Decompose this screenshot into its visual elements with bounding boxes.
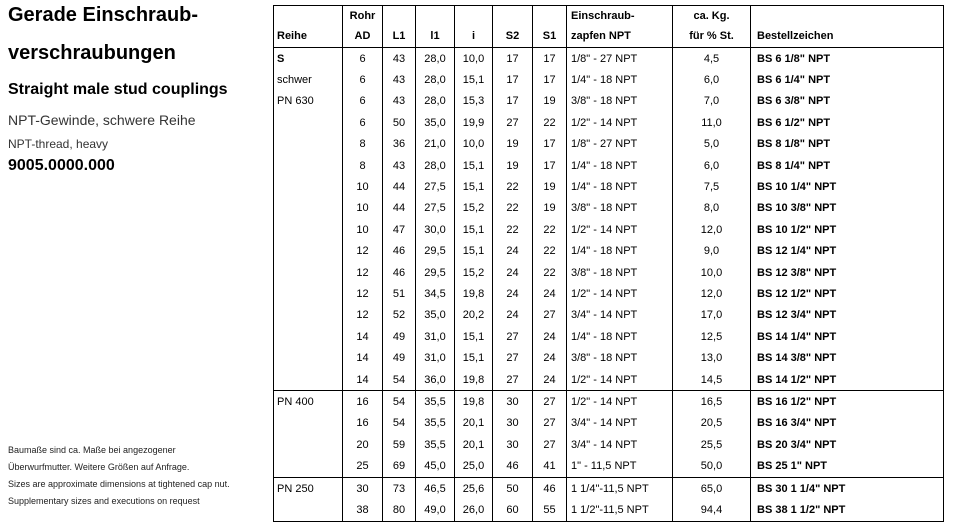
cell-thread: 1/8" - 27 NPT — [567, 134, 673, 155]
cell-order: BS 10 1/2" NPT — [751, 219, 944, 240]
cell-order: BS 12 1/2" NPT — [751, 283, 944, 304]
cell-ad: 8 — [343, 134, 383, 155]
table-row — [274, 305, 944, 326]
table-row — [274, 134, 944, 155]
cell-i: 19,8 — [455, 369, 493, 391]
header-cell-thread: zapfen NPT — [567, 25, 673, 48]
header-row-2 — [274, 25, 944, 48]
article-code: 9005.0000.000 — [8, 157, 115, 174]
cell-reihe — [274, 155, 343, 176]
cell-order: BS 25 1" NPT — [751, 455, 944, 477]
note-line: Baumaße sind ca. Maße bei angezogener — [8, 445, 176, 455]
cell-weight: 25,5 — [673, 434, 751, 455]
cell-s1: 24 — [533, 369, 567, 391]
table-row — [274, 219, 944, 240]
cell-order: BS 12 3/4" NPT — [751, 305, 944, 326]
cell-ad: 10 — [343, 198, 383, 219]
cell-ad: 10 — [343, 219, 383, 240]
cell-s1: 55 — [533, 499, 567, 521]
cell-thread: 3/8" - 18 NPT — [567, 262, 673, 283]
title-de-line1: Gerade Einschraub- — [8, 4, 199, 26]
table-row — [274, 198, 944, 219]
cell-l1-small: 35,5 — [416, 434, 455, 455]
cell-thread: 1 1/4"-11,5 NPT — [567, 477, 673, 499]
cell-weight: 50,0 — [673, 455, 751, 477]
cell-s2: 24 — [493, 241, 533, 262]
notes — [8, 442, 270, 510]
cell-i: 15,1 — [455, 347, 493, 368]
cell-i: 25,0 — [455, 455, 493, 477]
cell-order: BS 14 3/8" NPT — [751, 347, 944, 368]
cell-reihe: PN 400 — [274, 391, 343, 413]
cell-s1: 27 — [533, 434, 567, 455]
header-cell — [533, 6, 567, 26]
cell-thread: 1/2" - 14 NPT — [567, 283, 673, 304]
cell-s1: 24 — [533, 326, 567, 347]
thread-de: NPT-Gewinde, schwere Reihe — [8, 112, 196, 128]
cell-thread: 1/2" - 14 NPT — [567, 219, 673, 240]
cell-thread: 3/4" - 14 NPT — [567, 305, 673, 326]
cell-ad: 12 — [343, 283, 383, 304]
header-cell-reihe: Reihe — [274, 25, 343, 48]
cell-order: BS 14 1/4" NPT — [751, 326, 944, 347]
cell-reihe — [274, 499, 343, 521]
cell-l1: 43 — [383, 48, 416, 70]
cell-reihe — [274, 347, 343, 368]
cell-l1: 52 — [383, 305, 416, 326]
cell-order: BS 6 3/8" NPT — [751, 91, 944, 112]
cell-thread: 1/4" - 18 NPT — [567, 155, 673, 176]
cell-reihe: S — [274, 48, 343, 70]
cell-l1-small: 27,5 — [416, 176, 455, 197]
table-row — [274, 326, 944, 347]
cell-order: BS 10 3/8" NPT — [751, 198, 944, 219]
cell-l1: 43 — [383, 91, 416, 112]
cell-s2: 60 — [493, 499, 533, 521]
cell-order: BS 12 1/4" NPT — [751, 241, 944, 262]
cell-thread: 3/8" - 18 NPT — [567, 198, 673, 219]
cell-reihe — [274, 283, 343, 304]
cell-weight: 7,0 — [673, 91, 751, 112]
cell-s1: 19 — [533, 91, 567, 112]
cell-ad: 6 — [343, 48, 383, 70]
cell-s1: 27 — [533, 413, 567, 434]
cell-ad: 16 — [343, 391, 383, 413]
table-row — [274, 369, 944, 391]
cell-weight: 10,0 — [673, 262, 751, 283]
cell-l1-small: 29,5 — [416, 262, 455, 283]
note-line: Überwurfmutter. Weitere Größen auf Anfrage. — [8, 462, 190, 472]
cell-l1-small: 35,5 — [416, 413, 455, 434]
cell-l1: 46 — [383, 241, 416, 262]
cell-s1: 19 — [533, 176, 567, 197]
cell-weight: 12,0 — [673, 283, 751, 304]
table-row — [274, 155, 944, 176]
table-row — [274, 347, 944, 368]
table-row — [274, 241, 944, 262]
cell-l1-small: 21,0 — [416, 134, 455, 155]
cell-weight: 12,0 — [673, 219, 751, 240]
cell-s1: 41 — [533, 455, 567, 477]
cell-i: 15,2 — [455, 198, 493, 219]
cell-i: 26,0 — [455, 499, 493, 521]
cell-order: BS 12 3/8" NPT — [751, 262, 944, 283]
cell-i: 10,0 — [455, 48, 493, 70]
cell-thread: 3/8" - 18 NPT — [567, 347, 673, 368]
cell-ad: 6 — [343, 112, 383, 133]
cell-l1: 44 — [383, 198, 416, 219]
cell-l1: 49 — [383, 347, 416, 368]
cell-thread: 3/8" - 18 NPT — [567, 91, 673, 112]
cell-order: BS 8 1/8" NPT — [751, 134, 944, 155]
table-row — [274, 69, 944, 90]
cell-ad: 12 — [343, 262, 383, 283]
cell-weight: 6,0 — [673, 155, 751, 176]
cell-thread: 1" - 11,5 NPT — [567, 455, 673, 477]
cell-ad: 38 — [343, 499, 383, 521]
table-row — [274, 434, 944, 455]
table-row — [274, 477, 944, 499]
header-cell — [455, 6, 493, 26]
cell-l1-small: 28,0 — [416, 91, 455, 112]
cell-l1-small: 34,5 — [416, 283, 455, 304]
cell-i: 15,3 — [455, 91, 493, 112]
table-row — [274, 91, 944, 112]
cell-ad: 20 — [343, 434, 383, 455]
cell-thread: 3/4" - 14 NPT — [567, 434, 673, 455]
note-line: Supplementary sizes and executions on request — [8, 496, 200, 506]
cell-l1: 54 — [383, 369, 416, 391]
cell-weight: 6,0 — [673, 69, 751, 90]
cell-reihe — [274, 198, 343, 219]
cell-s1: 22 — [533, 112, 567, 133]
cell-weight: 94,4 — [673, 499, 751, 521]
cell-ad: 12 — [343, 241, 383, 262]
title-de-line2: verschraubungen — [8, 42, 176, 64]
cell-ad: 14 — [343, 369, 383, 391]
cell-weight: 17,0 — [673, 305, 751, 326]
table-row — [274, 499, 944, 521]
header-cell-order: Bestellzeichen — [751, 25, 944, 48]
cell-s2: 27 — [493, 369, 533, 391]
cell-thread: 3/4" - 14 NPT — [567, 413, 673, 434]
cell-l1-small: 29,5 — [416, 241, 455, 262]
cell-reihe — [274, 434, 343, 455]
cell-ad: 30 — [343, 477, 383, 499]
cell-s1: 19 — [533, 198, 567, 219]
cell-l1-small: 31,0 — [416, 347, 455, 368]
cell-l1: 80 — [383, 499, 416, 521]
cell-i: 15,1 — [455, 155, 493, 176]
table-row — [274, 391, 944, 413]
cell-l1-small: 35,0 — [416, 112, 455, 133]
cell-l1-small: 35,0 — [416, 305, 455, 326]
header-cell — [751, 6, 944, 26]
cell-s2: 27 — [493, 112, 533, 133]
cell-l1: 36 — [383, 134, 416, 155]
table-row — [274, 112, 944, 133]
cell-order: BS 16 3/4" NPT — [751, 413, 944, 434]
cell-l1-small: 35,5 — [416, 391, 455, 413]
cell-s2: 50 — [493, 477, 533, 499]
cell-i: 20,1 — [455, 434, 493, 455]
cell-l1-small: 31,0 — [416, 326, 455, 347]
cell-ad: 14 — [343, 347, 383, 368]
cell-l1: 44 — [383, 176, 416, 197]
cell-weight: 8,0 — [673, 198, 751, 219]
cell-s2: 17 — [493, 48, 533, 70]
cell-ad: 14 — [343, 326, 383, 347]
cell-s1: 46 — [533, 477, 567, 499]
cell-s2: 24 — [493, 283, 533, 304]
cell-i: 19,9 — [455, 112, 493, 133]
cell-thread: 1/4" - 18 NPT — [567, 241, 673, 262]
cell-ad: 10 — [343, 176, 383, 197]
cell-s1: 24 — [533, 283, 567, 304]
cell-ad: 6 — [343, 69, 383, 90]
cell-i: 15,1 — [455, 69, 493, 90]
cell-s1: 22 — [533, 219, 567, 240]
cell-i: 15,1 — [455, 176, 493, 197]
cell-i: 19,8 — [455, 391, 493, 413]
cell-l1: 69 — [383, 455, 416, 477]
cell-order: BS 16 1/2" NPT — [751, 391, 944, 413]
header-cell-weight: für % St. — [673, 25, 751, 48]
cell-s1: 27 — [533, 305, 567, 326]
cell-reihe — [274, 413, 343, 434]
cell-weight: 16,5 — [673, 391, 751, 413]
cell-s1: 24 — [533, 347, 567, 368]
table-row — [274, 413, 944, 434]
cell-l1-small: 27,5 — [416, 198, 455, 219]
cell-s2: 19 — [493, 155, 533, 176]
cell-reihe: PN 250 — [274, 477, 343, 499]
cell-thread: 1/2" - 14 NPT — [567, 369, 673, 391]
header-cell: Einschraub- — [567, 6, 673, 26]
cell-i: 15,1 — [455, 326, 493, 347]
cell-i: 25,6 — [455, 477, 493, 499]
cell-l1: 51 — [383, 283, 416, 304]
cell-thread: 1/4" - 18 NPT — [567, 176, 673, 197]
cell-reihe — [274, 455, 343, 477]
cell-thread: 1/2" - 14 NPT — [567, 391, 673, 413]
cell-l1: 47 — [383, 219, 416, 240]
cell-weight: 13,0 — [673, 347, 751, 368]
cell-reihe: schwer — [274, 69, 343, 90]
cell-l1-small: 30,0 — [416, 219, 455, 240]
cell-l1-small: 28,0 — [416, 155, 455, 176]
table-row — [274, 283, 944, 304]
cell-ad: 25 — [343, 455, 383, 477]
cell-order: BS 6 1/4" NPT — [751, 69, 944, 90]
header-cell — [274, 6, 343, 26]
cell-l1-small: 28,0 — [416, 48, 455, 70]
cell-order: BS 38 1 1/2" NPT — [751, 499, 944, 521]
cell-order: BS 14 1/2" NPT — [751, 369, 944, 391]
cell-i: 15,1 — [455, 241, 493, 262]
cell-s2: 30 — [493, 434, 533, 455]
cell-l1: 50 — [383, 112, 416, 133]
cell-s1: 22 — [533, 241, 567, 262]
table-body — [274, 48, 944, 522]
cell-l1: 43 — [383, 155, 416, 176]
cell-ad: 6 — [343, 91, 383, 112]
cell-s2: 22 — [493, 176, 533, 197]
header-row-1 — [274, 6, 944, 26]
header-cell-s1: S1 — [533, 25, 567, 48]
cell-weight: 5,0 — [673, 134, 751, 155]
cell-order: BS 20 3/4" NPT — [751, 434, 944, 455]
cell-s2: 24 — [493, 305, 533, 326]
cell-thread: 1 1/2"-11,5 NPT — [567, 499, 673, 521]
cell-s2: 27 — [493, 347, 533, 368]
cell-order: BS 8 1/4" NPT — [751, 155, 944, 176]
cell-l1-small: 49,0 — [416, 499, 455, 521]
cell-reihe — [274, 262, 343, 283]
cell-s2: 24 — [493, 262, 533, 283]
cell-weight: 65,0 — [673, 477, 751, 499]
cell-i: 20,1 — [455, 413, 493, 434]
header-cell-ad: AD — [343, 25, 383, 48]
cell-order: BS 6 1/2" NPT — [751, 112, 944, 133]
cell-reihe — [274, 369, 343, 391]
title-en: Straight male stud couplings — [8, 81, 228, 98]
cell-thread: 1/8" - 27 NPT — [567, 48, 673, 70]
cell-i: 15,1 — [455, 219, 493, 240]
thread-en: NPT-thread, heavy — [8, 137, 109, 151]
cell-s2: 27 — [493, 326, 533, 347]
cell-reihe — [274, 176, 343, 197]
cell-weight: 14,5 — [673, 369, 751, 391]
cell-reihe — [274, 134, 343, 155]
cell-weight: 7,5 — [673, 176, 751, 197]
table-row — [274, 262, 944, 283]
cell-s2: 17 — [493, 69, 533, 90]
cell-l1: 46 — [383, 262, 416, 283]
cell-s1: 27 — [533, 391, 567, 413]
cell-i: 20,2 — [455, 305, 493, 326]
cell-reihe — [274, 326, 343, 347]
spec-table — [273, 5, 944, 522]
header-cell-i: i — [455, 25, 493, 48]
cell-ad: 8 — [343, 155, 383, 176]
cell-ad: 12 — [343, 305, 383, 326]
header-cell: Rohr — [343, 6, 383, 26]
cell-weight: 11,0 — [673, 112, 751, 133]
cell-thread: 1/4" - 18 NPT — [567, 326, 673, 347]
cell-l1: 49 — [383, 326, 416, 347]
cell-l1-small: 45,0 — [416, 455, 455, 477]
cell-s2: 22 — [493, 219, 533, 240]
header-cell — [493, 6, 533, 26]
cell-thread: 1/4" - 18 NPT — [567, 69, 673, 90]
cell-l1: 43 — [383, 69, 416, 90]
cell-i: 10,0 — [455, 134, 493, 155]
cell-reihe — [274, 305, 343, 326]
table-row — [274, 455, 944, 477]
cell-l1: 54 — [383, 391, 416, 413]
header-cell-l1-small: l1 — [416, 25, 455, 48]
cell-s2: 19 — [493, 134, 533, 155]
cell-i: 19,8 — [455, 283, 493, 304]
cell-weight: 20,5 — [673, 413, 751, 434]
cell-thread: 1/2" - 14 NPT — [567, 112, 673, 133]
cell-l1: 59 — [383, 434, 416, 455]
cell-order: BS 30 1 1/4" NPT — [751, 477, 944, 499]
cell-l1: 54 — [383, 413, 416, 434]
cell-l1: 73 — [383, 477, 416, 499]
cell-reihe: PN 630 — [274, 91, 343, 112]
cell-order: BS 6 1/8" NPT — [751, 48, 944, 70]
cell-s2: 22 — [493, 198, 533, 219]
cell-reihe — [274, 241, 343, 262]
cell-i: 15,2 — [455, 262, 493, 283]
table-row — [274, 176, 944, 197]
cell-weight: 12,5 — [673, 326, 751, 347]
table-row — [274, 48, 944, 70]
cell-s2: 17 — [493, 91, 533, 112]
cell-l1-small: 36,0 — [416, 369, 455, 391]
cell-weight: 9,0 — [673, 241, 751, 262]
cell-s1: 22 — [533, 262, 567, 283]
cell-ad: 16 — [343, 413, 383, 434]
cell-s1: 17 — [533, 134, 567, 155]
header-cell — [383, 6, 416, 26]
cell-l1-small: 28,0 — [416, 69, 455, 90]
cell-s1: 17 — [533, 69, 567, 90]
header-cell-s2: S2 — [493, 25, 533, 48]
header-cell-l1: L1 — [383, 25, 416, 48]
cell-reihe — [274, 219, 343, 240]
cell-s2: 30 — [493, 391, 533, 413]
cell-s2: 30 — [493, 413, 533, 434]
title-panel — [0, 0, 270, 521]
header-cell: ca. Kg. — [673, 6, 751, 26]
cell-s1: 17 — [533, 155, 567, 176]
note-line: Sizes are approximate dimensions at tightened cap nut. — [8, 479, 230, 489]
cell-order: BS 10 1/4" NPT — [751, 176, 944, 197]
cell-s1: 17 — [533, 48, 567, 70]
cell-weight: 4,5 — [673, 48, 751, 70]
header-cell — [416, 6, 455, 26]
cell-l1-small: 46,5 — [416, 477, 455, 499]
cell-reihe — [274, 112, 343, 133]
cell-s2: 46 — [493, 455, 533, 477]
